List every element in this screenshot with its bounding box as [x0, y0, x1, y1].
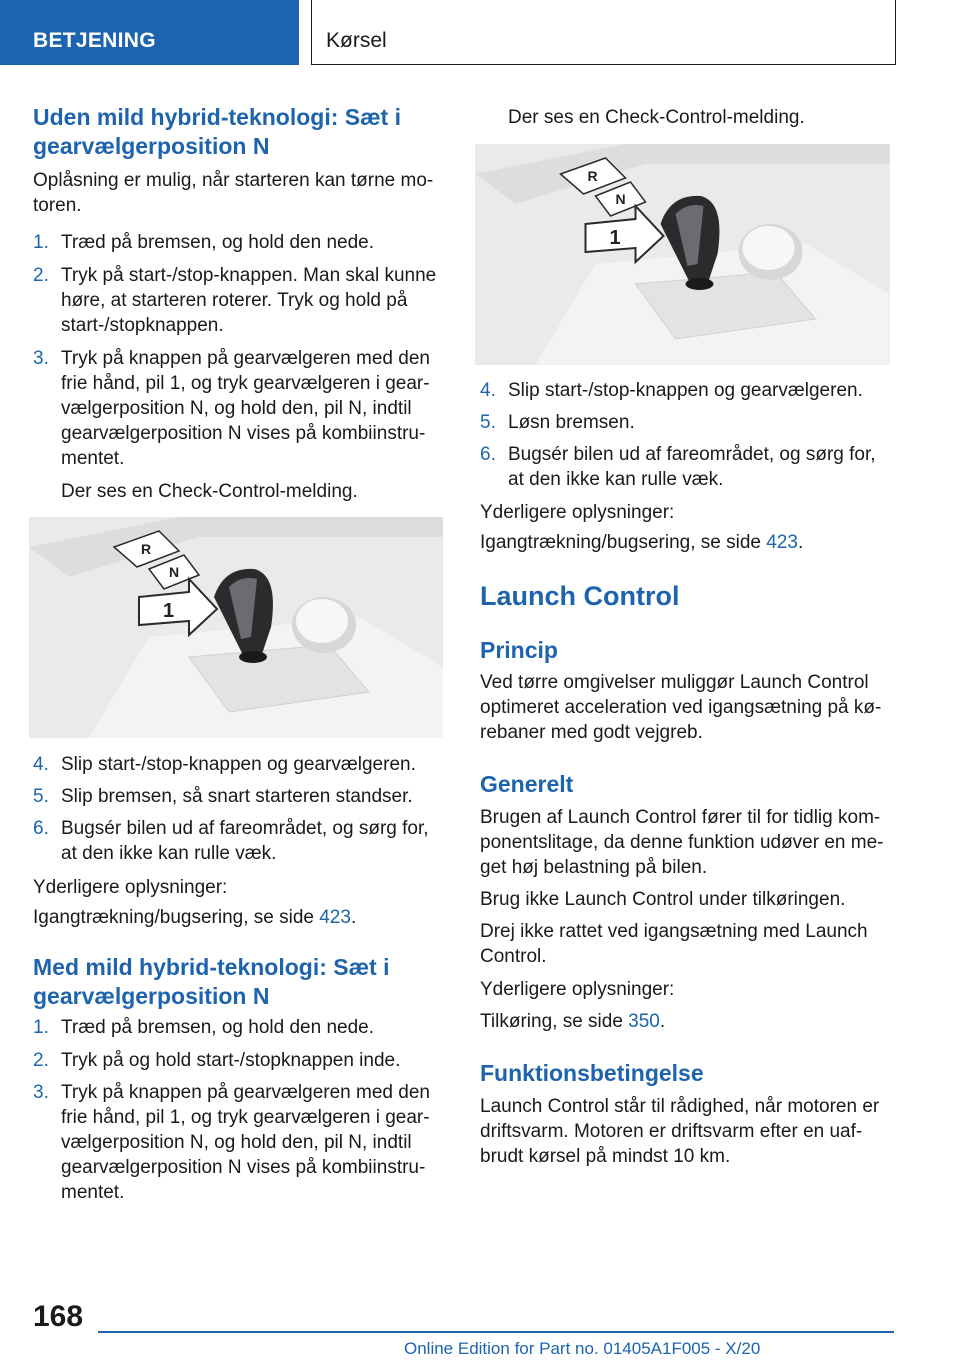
reference-end: .: [350, 907, 357, 928]
more-info-label: Yderligere oplysninger:: [480, 502, 675, 523]
more-info-label: Yderligere oplysninger:: [33, 877, 228, 898]
list-number: 4.: [480, 380, 496, 401]
reference-text: Igangtrækning/bugsering, se side: [480, 532, 767, 553]
princip-heading: Princip: [480, 637, 558, 663]
gear-selector-illustration: [475, 144, 890, 365]
intro-text: Oplåsning er mulig, når starteren kan tørne mo-toren.: [33, 170, 434, 216]
heading-without-hybrid: Uden mild hybrid-teknologi: Sæt i gearvælgerposition N: [33, 104, 401, 159]
list-number: 6.: [33, 818, 49, 839]
page-link-423[interactable]: 423: [319, 907, 351, 928]
list-number: 3.: [33, 1082, 49, 1103]
reference-text: Igangtrækning/bugsering, se side: [33, 907, 320, 928]
list-number: 2.: [33, 1050, 49, 1071]
more-info-label: Yderligere oplysninger:: [480, 979, 675, 1000]
launch-control-title: Launch Control: [480, 581, 680, 611]
list-text: Bugsér bilen ud af fareområdet, og sørg for, at den ikke kan rulle væk.: [508, 444, 876, 490]
list-number: 4.: [33, 754, 49, 775]
section-tab: [0, 0, 299, 65]
reference-text: Tilkøring, se side: [480, 1011, 629, 1032]
chapter-title: Kørsel: [326, 29, 387, 52]
list-text: Løsn bremsen.: [508, 412, 635, 433]
figure-label-1: 1: [163, 600, 175, 622]
figure-label-n: N: [615, 191, 626, 207]
list-number: 3.: [33, 348, 49, 369]
generelt-heading: Generelt: [480, 771, 574, 797]
reference-line: [33, 905, 443, 930]
generelt-paragraph-1: Brugen af Launch Control fører til for tidlig kom-ponentslitage, da denne funktion udøver en me-get høj belastning på bilen.: [480, 807, 884, 878]
list-text: Slip bremsen, så snart starteren standser.: [61, 786, 413, 807]
check-control-note: Der ses en Check-Control-melding.: [508, 107, 805, 128]
list-text: Tryk på start-/stop-knappen. Man skal kunne høre, at starteren roterer. Tryk og hold på start-/stopknappen.: [61, 265, 437, 336]
list-text: Tryk på og hold start-/stopknappen inde.: [61, 1050, 401, 1071]
list-text: Træd på bremsen, og hold den nede.: [61, 1017, 374, 1038]
reference-line: [480, 530, 892, 555]
footer-divider: [98, 1331, 894, 1333]
list-number: 5.: [480, 412, 496, 433]
list-number: 5.: [33, 786, 49, 807]
list-number: 6.: [480, 444, 496, 465]
generelt-paragraph-3: Drej ikke rattet ved igangsætning med Launch Control.: [480, 921, 868, 967]
reference-end: .: [659, 1011, 666, 1032]
list-text: Tryk på knappen på gearvælgeren med den frie hånd, pil 1, og tryk gearvælgeren i gear-vælgerposition N, og hold den, pil N, indtil gearvælgerposition N vises på kombiinstru-mentet.: [61, 348, 430, 469]
figure-label-r: R: [587, 168, 598, 184]
figure-label-1: 1: [609, 227, 621, 249]
list-text: Slip start-/stop-knappen og gearvælgeren.: [508, 380, 863, 401]
list-number: 2.: [33, 265, 49, 286]
gear-selector-figure: [29, 517, 443, 738]
list-text: Træd på bremsen, og hold den nede.: [61, 232, 374, 253]
footer-edition: Online Edition for Part no. 01405A1F005 - X/20: [404, 1339, 761, 1358]
gear-selector-illustration: [29, 517, 443, 738]
funktionsbetingelse-heading: Funktionsbetingelse: [480, 1060, 704, 1086]
reference-end: .: [797, 532, 804, 553]
list-number: 1.: [33, 232, 49, 253]
list-text: Slip start-/stop-knappen og gearvælgeren.: [61, 754, 416, 775]
chapter-tab: [311, 0, 896, 65]
page-link-423[interactable]: 423: [766, 532, 798, 553]
heading-with-hybrid: Med mild hybrid-teknologi: Sæt i gearvælgerposition N: [33, 954, 390, 1009]
list-number: 1.: [33, 1017, 49, 1038]
reference-line: [480, 1009, 892, 1034]
funktionsbetingelse-text: Launch Control står til rådighed, når motoren er driftsvarm. Motoren er driftsvarm efter en uaf-brudt kørsel på mindst 10 km.: [480, 1096, 880, 1167]
princip-text: Ved tørre omgivelser muliggør Launch Control optimeret acceleration ved igangsætning på kø-rebaner med godt vejgreb.: [480, 672, 882, 743]
list-text: Bugsér bilen ud af fareområdet, og sørg for, at den ikke kan rulle væk.: [61, 818, 429, 864]
list-text: Tryk på knappen på gearvælgeren med den frie hånd, pil 1, og tryk gearvælgeren i gear-vælgerposition N, og hold den, pil N, indtil gearvælgerposition N vises på kombiinstru-mentet.: [61, 1082, 430, 1203]
section-title: BETJENING: [33, 29, 156, 52]
figure-label-r: R: [141, 541, 152, 557]
page-link-350[interactable]: 350: [628, 1011, 660, 1032]
gear-selector-figure: [475, 144, 890, 365]
page-number: 168: [33, 1300, 84, 1333]
figure-label-n: N: [169, 564, 180, 580]
check-control-note: Der ses en Check-Control-melding.: [61, 481, 358, 502]
generelt-paragraph-2: Brug ikke Launch Control under tilkøringen.: [480, 889, 846, 910]
